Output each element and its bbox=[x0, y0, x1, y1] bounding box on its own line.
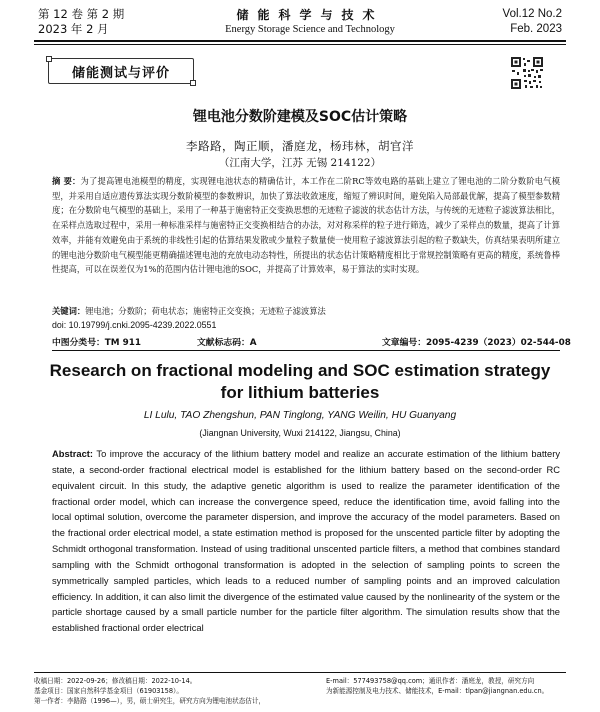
fund-project: 基金项目：国家自然科学基金项目（61903158）。 bbox=[34, 687, 183, 695]
abstract-cn-label: 摘 要： bbox=[52, 176, 81, 186]
journal-issue-en bbox=[503, 7, 562, 37]
date-en: Feb. 2023 bbox=[510, 23, 562, 35]
affiliation-cn: （江南大学，江苏 无锡 214122） bbox=[218, 157, 382, 169]
keywords-cn bbox=[52, 305, 560, 317]
volume-cn: 第 12 卷 第 2 期 bbox=[38, 7, 125, 21]
footnote-right bbox=[326, 676, 576, 696]
header-rule-thick bbox=[34, 40, 566, 42]
abstract-en-label: Abstract: bbox=[52, 449, 94, 459]
divider bbox=[52, 350, 560, 351]
first-author: 第一作者：李路路（1996—），男，硕士研究生，研究方向为锂电池状态估计， bbox=[34, 697, 266, 705]
journal-issue-cn bbox=[38, 7, 124, 37]
authors-en: LI Lulu, TAO Zhengshun, PAN Tinglong, YANG Weilin, HU Guanyang bbox=[143, 410, 457, 421]
affiliation-en: (Jiangnan University, Wuxi 214122, Jiangsu, China) bbox=[199, 428, 401, 438]
date-cn: 2023 年 2 月 bbox=[38, 22, 109, 36]
section-label: 储能测试与评价 bbox=[48, 58, 194, 84]
author-email: E-mail：5774937​58@qq.com；通讯作者：潘庭龙，教授，研究方向 bbox=[326, 677, 535, 685]
corresponding-research: 为新能源控制及电力技术、储能技术，E-mail：tlpan@jiangnan.edu.cn。 bbox=[326, 687, 549, 695]
class-number: 中图分类号：TM 911 bbox=[52, 338, 141, 348]
article-number: 文章编号：2095-4239（2023）02-544-08 bbox=[382, 338, 571, 348]
journal-name-en: Energy Storage Science and Technology bbox=[225, 24, 395, 35]
keywords-cn-label: 关键词： bbox=[52, 306, 86, 316]
abstract-cn-text: 为了提高锂电池模型的精度，实现锂电池状态的精确估计，本工作在二阶RC等效电路的基础上建立了锂电池的二阶分数阶电气模型，并采用自适应遗传算法实现分数阶模型的参数辨识，加快了算法收敛速度，缩短了辨识时间，避免陷入局部最优解，提高了模型参数精度；在分数阶电气模型的基础上，采用了一种基于施密特正交变换思想的无迹粒子滤波的状态估计方法，与传统的无迹粒子滤波算法相比，在采样点选取过程中，采用一种标准采样与施密特正交变换相结合的办法，对对称采样的粒子进行筛选，减少了采样点的数量，提高了计算效率，并能有效避免由于系统的非线性引起的估算结果发散或少量粒子数量使一使用粒子滤波算法引起的粒子数缺失，仿真结果表明所建立的锂电池分数阶电气模型能更精确描述锂电池的充放电动态特性，所提出的状态估计策略精度相比于常规控制策略有更高的精度，系统鲁棒性提高，可以在误差仅为1%的范围内估计锂电池的SOC，并提高了计算效率，易于算法的实时实现。 bbox=[52, 176, 560, 275]
qr-code-icon bbox=[510, 56, 544, 90]
abstract-en bbox=[52, 447, 560, 637]
paper-title-en: Research on fractional modeling and SOC estimation strategy for lithium batteries bbox=[49, 361, 551, 402]
received-date: 收稿日期：2022-09-26；修改稿日期：2022-10-14。 bbox=[34, 677, 197, 685]
journal-name bbox=[180, 6, 440, 35]
doi: doi: 10.19799/j.cnki.2095-4239.2022.0551 bbox=[52, 320, 217, 330]
abstract-en-text: To improve the accuracy of the lithium battery model and realize an accurate estimation of the lithium battery state, a second-order fractional electrical model is established for the lithium battery based on the second-order RC equivalent circuit. In this study, the adaptive genetic algorithm is used to realize the parameter identification of the fractional order model, which can increase the convergence speed, reduce the identification time, avoid falling into the local optimal solution, overcome the parameter dispersion, and improve the accuracy of the model parameters. Based on the fractional order electrical model, a state estimation method is proposed for the unscented particle filter by adopting the Schmidt orthogonal transformation. Instead of using traditional unscented particle filters, a method that combines standard sampling with the Schmidt orthogonal transformation is adopted in the selection of sampling points to screen the symmetrically sampled particles, which leads to a reduced number of sampling points and an improved calculation efficiency. In addition, it can also limit the divergence of the estimated value caused by the nonlinearity of the system or the particle shortage caused by a small particle number for the particle filter algorithm. The simulation results show that the established fractional order electrical bbox=[52, 449, 560, 634]
authors-cn: 李路路，陶正顺，潘庭龙，杨玮林，胡官洋 bbox=[186, 139, 414, 153]
footnote-left bbox=[34, 676, 304, 706]
document-code: 文献标志码：A bbox=[197, 338, 257, 348]
abstract-cn bbox=[52, 174, 560, 277]
keywords-cn-text: 锂电池；分数阶；荷电状态；施密特正交变换；无迹粒子滤波算法 bbox=[85, 306, 326, 316]
volume-en: Vol.12 No.2 bbox=[502, 8, 562, 20]
header-rule-thin bbox=[34, 44, 566, 45]
footnote-rule bbox=[34, 672, 566, 673]
journal-name-cn: 储能科学与技术 bbox=[236, 8, 384, 22]
paper-title-cn: 锂电池分数阶建模及SOC估计策略 bbox=[192, 109, 408, 125]
